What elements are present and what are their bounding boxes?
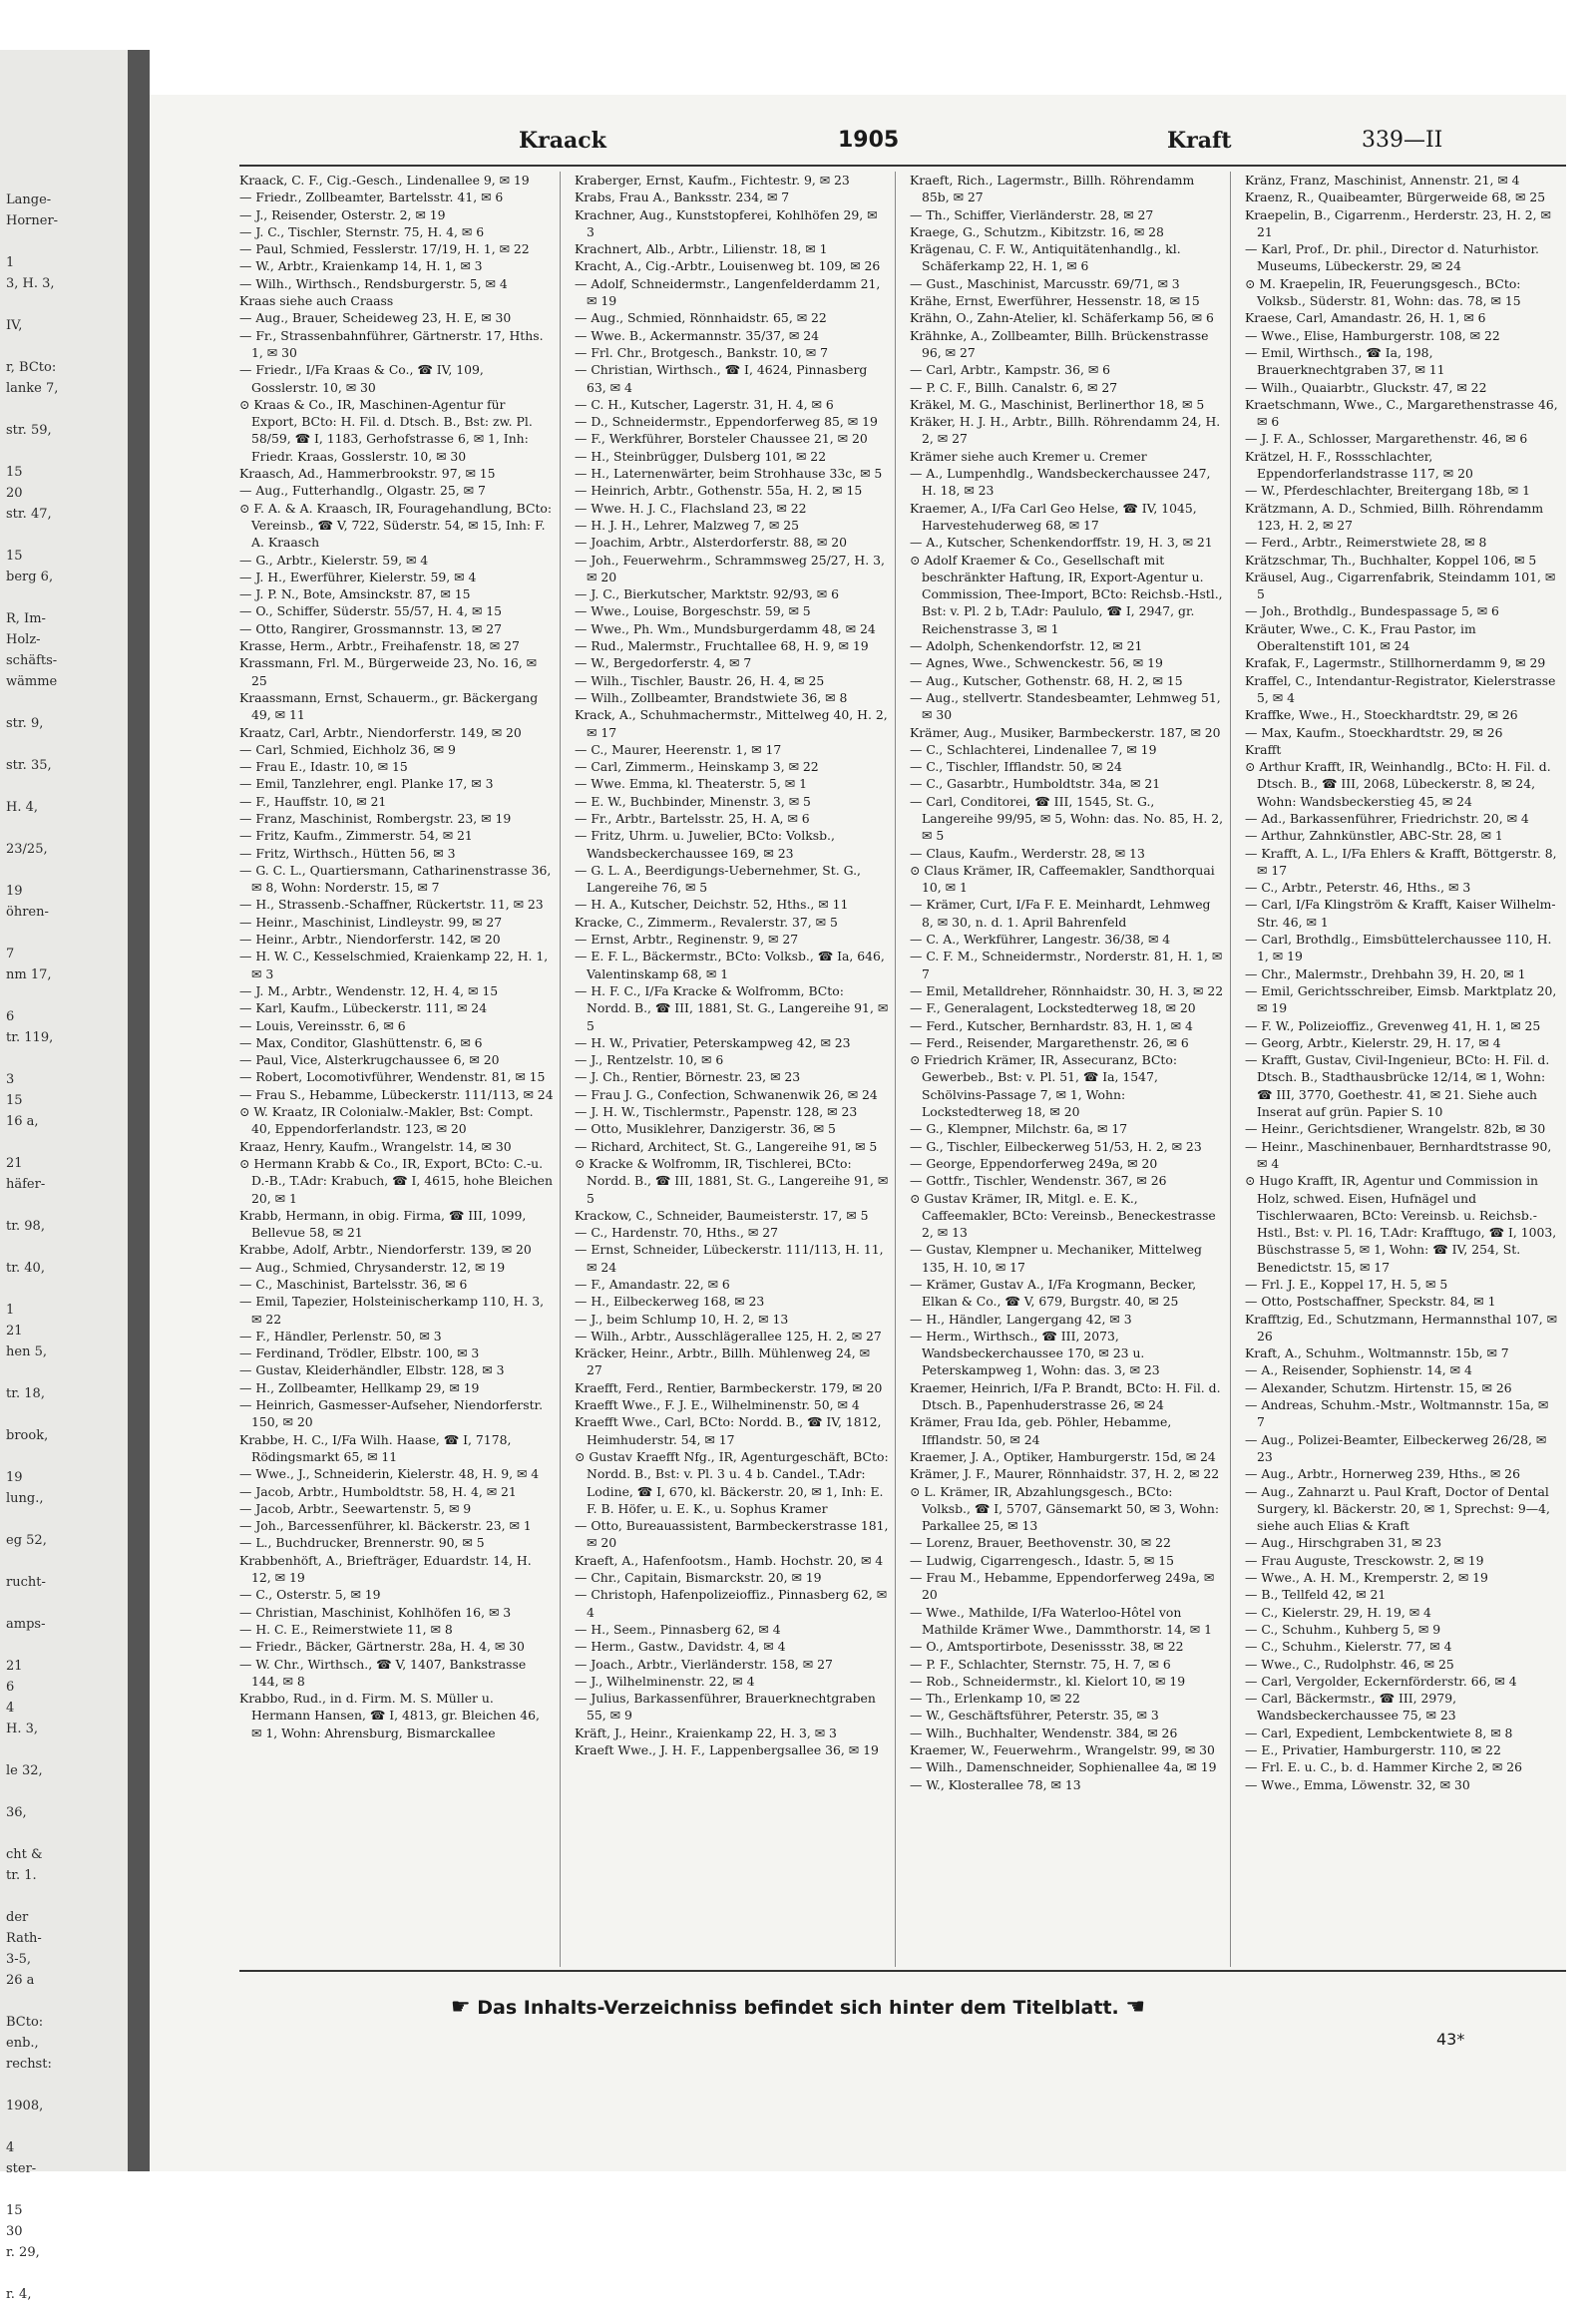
directory-entry: — Aug., Zahnarzt u. Paul Kraft, Doctor of Dental Surgery, kl. Bäckerstr. 20, ✉ 1, Sprechst: 9—4, siehe auch Elias & Kraft	[1245, 1483, 1550, 1534]
directory-entry: Kraemer, Heinrich, I/Fa P. Brandt, BCto: H. Fil. d. Dtsch. B., Papenhuderstrasse 26, ✉ 24	[910, 1379, 1221, 1413]
directory-entry: ⊙ F. A. & A. Kraasch, IR, Fouragehandlung, BCto: Vereinsb., ☎ V, 722, Süderstr. 54, ✉ 15, Inh: F. A. Kraasch	[239, 500, 553, 551]
directory-entry: — Carl, Vergolder, Eckernförderstr. 66, ✉ 4	[1245, 1673, 1517, 1689]
directory-entry: Kraemer, J. A., Optiker, Hamburgerstr. 15d, ✉ 24	[910, 1448, 1216, 1464]
directory-entry: — J. H. W., Tischlermstr., Papenstr. 128, ✉ 23	[575, 1104, 858, 1120]
directory-entry: — Wilh., Damenschneider, Sophienallee 4a, ✉ 19	[910, 1759, 1217, 1775]
directory-entry: — W., Klosterallee 78, ✉ 13	[910, 1776, 1081, 1792]
directory-entry: — Krämer, Curt, I/Fa F. E. Meinhardt, Lehmweg 8, ✉ 30, n. d. 1. April Bahrenfeld	[910, 897, 1211, 930]
directory-entry: — W., Geschäftsführer, Peterstr. 35, ✉ 3	[910, 1708, 1159, 1724]
directory-entry: — E. W., Buchbinder, Minenstr. 3, ✉ 5	[575, 793, 811, 809]
directory-entry: — Adolf, Schneidermstr., Langenfelderdamm 21, ✉ 19	[575, 275, 881, 309]
directory-entry: — Frl. Chr., Brotgesch., Bankstr. 10, ✉ 7	[575, 344, 828, 360]
directory-entry: — Carl, Bäckermstr., ☎ III, 2979, Wandsbeckerchaussee 75, ✉ 23	[1245, 1691, 1457, 1724]
directory-entry: Krackow, C., Schneider, Baumeisterstr. 17, ✉ 5	[575, 1207, 869, 1223]
directory-entry: — C., Osterstr. 5, ✉ 19	[239, 1587, 381, 1603]
directory-entry: — H., Steinbrügger, Dulsberg 101, ✉ 22	[575, 448, 827, 464]
directory-entry: — C., Maurer, Heerenstr. 1, ✉ 17	[575, 741, 782, 757]
directory-entry: — Arthur, Zahnkünstler, ABC-Str. 28, ✉ 1	[1245, 828, 1503, 844]
directory-entry: Krämer, Aug., Musiker, Barmbeckerstr. 187, ✉ 20	[910, 724, 1221, 740]
directory-entry: — H. C. E., Reimerstwiete 11, ✉ 8	[239, 1621, 453, 1637]
directory-entry: Kränz, Franz, Maschinist, Annenstr. 21, ✉ 4	[1245, 173, 1520, 188]
printer-signature: 43*	[1436, 2030, 1465, 2049]
directory-entry: — Alexander, Schutzm. Hirtenstr. 15, ✉ 26	[1245, 1379, 1512, 1395]
directory-entry: — C., Schuhm., Kuhberg 5, ✉ 9	[1245, 1621, 1441, 1637]
directory-entry: — Louis, Vereinsstr. 6, ✉ 6	[239, 1017, 406, 1033]
directory-entry: — Joachim, Arbtr., Alsterdorferstr. 88, ✉ 20	[575, 535, 847, 551]
directory-entry: — C., Kielerstr. 29, H. 19, ✉ 4	[1245, 1604, 1431, 1620]
header-year: 1905	[838, 128, 900, 153]
directory-entry: — O., Schiffer, Süderstr. 55/57, H. 4, ✉ 15	[239, 603, 503, 619]
directory-entry: — Rob., Schneidermstr., kl. Kielort 10, ✉ 19	[910, 1673, 1186, 1689]
directory-entry: — Frau Auguste, Tresckowstr. 2, ✉ 19	[1245, 1552, 1484, 1568]
directory-entry: — Aug., Brauer, Scheideweg 23, H. E, ✉ 30	[239, 310, 512, 326]
directory-entry: — Th., Schiffer, Vierländerstr. 28, ✉ 27	[910, 206, 1154, 222]
directory-entry: — Carl, Brothdlg., Eimsbüttelerchaussee 110, H. 1, ✉ 19	[1245, 932, 1552, 964]
directory-entry: — Wwe., Mathilde, I/Fa Waterloo-Hôtel von Mathilde Krämer Wwe., Dammthorstr. 14, ✉ 1	[910, 1604, 1212, 1637]
directory-entry: — Joh., Brothdlg., Bundespassage 5, ✉ 6	[1245, 603, 1499, 619]
directory-entry: — Heinr., Maschinenbauer, Bernhardtstrasse 90, ✉ 4	[1245, 1138, 1552, 1171]
directory-entry: — Aug., Polizei-Beamter, Eilbeckerweg 26/28, ✉ 23	[1245, 1431, 1547, 1464]
directory-entry: ⊙ M. Kraepelin, IR, Feuerungsgesch., BCto: Volksb., Süderstr. 81, Wohn: das. 78, ✉ 15	[1245, 275, 1521, 309]
directory-entry: — F., Amandastr. 22, ✉ 6	[575, 1277, 730, 1292]
directory-entry: — O., Amtsportirbote, Desenissstr. 38, ✉ 22	[910, 1639, 1184, 1655]
header-rule	[239, 165, 1566, 167]
directory-entry: Kraft, A., Schuhm., Woltmannstr. 15b, ✉ 7	[1245, 1345, 1509, 1361]
directory-entry: — Herm., Gastw., Davidstr. 4, ✉ 4	[575, 1639, 786, 1655]
directory-entry: — Ferd., Reisender, Margarethenstr. 26, ✉ 6	[910, 1034, 1189, 1050]
directory-entry: Kräcker, Heinr., Arbtr., Billh. Mühlenweg 24, ✉ 27	[575, 1345, 871, 1378]
left-margin-fragments: Lange- Horner- 1 3, H. 3, IV, r, BCto: lanke 7, str. 59, 15 20 str. 47, 15 berg 6, R, Im- Holz- schäfts- wämme str. 9, str. 35, H. 4, 23/25, 19 öhren- 7 nm 17, 6 tr. 119, 3 15 16 a, 21 häfer- tr. 98, tr. 40, 1 21 hen 5, tr. 18, brook, 19 lung., eg 52, rucht- amps- 21 6 4 H. 3, le 32, 36, cht & tr. 1. der Rath- 3-5, 26 a BCto: enb., rechst: 1908, 4 ster- 15 30 r. 29, r. 4,	[6, 192, 59, 2302]
directory-entry: — C., Maschinist, Bartelsstr. 36, ✉ 6	[239, 1277, 468, 1292]
directory-entry: ⊙ Adolf Kraemer & Co., Gesellschaft mit beschränkter Haftung, IR, Export-Agentur u. Commission, Thee-Import, BCto: Reichsb.-Hstl., Bst: v. Pl. 2 b, T.Adr: Paululo, ☎ I, 2947, gr. Reichenstrasse 3, ✉ 1	[910, 552, 1223, 636]
directory-entry: — Joh., Barcessenführer, kl. Bäckerstr. 23, ✉ 1	[239, 1518, 532, 1534]
directory-entry: — F. W., Polizeioffiz., Grevenweg 41, H. 1, ✉ 25	[1245, 1017, 1541, 1033]
directory-entry: — Krafft, Gustav, Civil-Ingenieur, BCto: H. Fil. d. Dtsch. B., Stadthausbrücke 12/14, ✉ 1, Wohn: ☎ III, 3770, Goethestr. 41, ✉ 21. Siehe auch Inserat auf grün. Papier S. 10	[1245, 1052, 1550, 1120]
directory-entry: — F., Hauffstr. 10, ✉ 21	[239, 793, 387, 809]
directory-entry: ⊙ Gustav Kraefft Nfg., IR, Agenturgeschäft, BCto: Nordd. B., Bst: v. Pl. 3 u. 4 b. Candel., T.Adr: Lodine, ☎ I, 670, kl. Bäckerstr. 20, ✉ 1, Inh: E. F. B. Höfer, u. E. K., u. Sophus Kramer	[575, 1448, 889, 1516]
directory-entry: — G., Tischler, Eilbeckerweg 51/53, H. 2, ✉ 23	[910, 1138, 1202, 1154]
directory-entry: — Frl. J. E., Koppel 17, H. 5, ✉ 5	[1245, 1277, 1448, 1292]
directory-entry: — Franz, Maschinist, Rombergstr. 23, ✉ 19	[239, 810, 512, 826]
directory-entry: Kraemer, A., I/Fa Carl Geo Helse, ☎ IV, 1045, Harvestehuderweg 68, ✉ 17	[910, 500, 1197, 533]
directory-entry: ⊙ Friedrich Krämer, IR, Assecuranz, BCto: Gewerbeb., Bst: v. Pl. 51, ☎ Ia, 1547, Schölvins-Passage 7, ✉ 1, Wohn: Lockstedterweg 18, ✉ 20	[910, 1052, 1178, 1120]
directory-entry: Kraeft, A., Hafenfootsm., Hamb. Hochstr. 20, ✉ 4	[575, 1552, 884, 1568]
directory-entry: Kräft, J., Heinr., Kraienkamp 22, H. 3, ✉ 3	[575, 1725, 837, 1740]
directory-entry: Krähe, Ernst, Ewerführer, Hessenstr. 18, ✉ 15	[910, 293, 1200, 309]
directory-entry: ⊙ L. Krämer, IR, Abzahlungsgesch., BCto: Volksb., ☎ I, 5707, Gänsemarkt 50, ✉ 3, Wohn: Parkallee 25, ✉ 13	[910, 1483, 1220, 1534]
directory-column-2	[575, 172, 896, 1967]
directory-entry: — E., Privatier, Hamburgerstr. 110, ✉ 22	[1245, 1742, 1501, 1758]
directory-entry: — J. H., Ewerführer, Kielerstr. 59, ✉ 4	[239, 569, 477, 584]
directory-entry: — Aug., Arbtr., Hornerweg 239, Hths., ✉ 26	[1245, 1466, 1520, 1482]
directory-entry: Krätzschmar, Th., Buchhalter, Koppel 106, ✉ 5	[1245, 552, 1537, 568]
directory-entry: — Heinrich, Gasmesser-Aufseher, Niendorferstr. 150, ✉ 20	[239, 1397, 544, 1430]
directory-entry: — Th., Erlenkamp 10, ✉ 22	[910, 1691, 1080, 1707]
directory-entry: — J. Ch., Rentier, Börnestr. 23, ✉ 23	[575, 1069, 801, 1085]
directory-entry: — Wwe., A. H. M., Kremperstr. 2, ✉ 19	[1245, 1570, 1488, 1586]
directory-entry: — Herm., Wirthsch., ☎ III, 2073, Wandsbeckerchaussee 170, ✉ 23 u. Peterskampweg 1, Wohn: das. 3, ✉ 23	[910, 1328, 1160, 1378]
directory-entry: — Christian, Maschinist, Kohlhöfen 16, ✉ 3	[239, 1604, 512, 1620]
directory-entry: — Joh., Feuerwehrm., Schrammsweg 25/27, H. 3, ✉ 20	[575, 552, 885, 584]
directory-entry: — H. W. C., Kesselschmied, Kraienkamp 22, H. 1, ✉ 3	[239, 949, 549, 981]
directory-entry: — Gustav, Klempner u. Mechaniker, Mittelweg 135, H. 10, ✉ 17	[910, 1242, 1202, 1275]
directory-entry: ⊙ W. Kraatz, IR Colonialw.-Makler, Bst: Compt. 40, Eppendorferlandstr. 123, ✉ 20	[239, 1104, 534, 1137]
directory-entry: — Heinr., Maschinist, Lindleystr. 99, ✉ 27	[239, 914, 503, 930]
directory-entry: — Wilh., Arbtr., Ausschlägerallee 125, H. 2, ✉ 27	[575, 1328, 882, 1344]
directory-entry: — Julius, Barkassenführer, Brauerknechtgraben 55, ✉ 9	[575, 1691, 876, 1724]
directory-entry: Kraege, G., Schutzm., Kibitzstr. 16, ✉ 28	[910, 223, 1164, 239]
directory-entry: — Otto, Bureauassistent, Barmbeckerstrasse 181, ✉ 20	[575, 1518, 889, 1551]
directory-entry: — Wilh., Quaiarbtr., Gluckstr. 47, ✉ 22	[1245, 379, 1487, 395]
directory-entry: Krabs, Frau A., Banksstr. 234, ✉ 7	[575, 190, 790, 205]
directory-entry: — Paul, Schmied, Fesslerstr. 17/19, H. 1, ✉ 22	[239, 241, 530, 257]
directory-entry: — Frau J. G., Confection, Schwanenwik 26, ✉ 24	[575, 1086, 878, 1102]
directory-entry: — Georg, Arbtr., Kielerstr. 29, H. 17, ✉ 4	[1245, 1034, 1501, 1050]
directory-entry: — W., Pferdeschlachter, Breitergang 18b, ✉ 1	[1245, 483, 1530, 499]
directory-entry: — Heinrich, Arbtr., Gothenstr. 55a, H. 2, ✉ 15	[575, 483, 863, 499]
directory-entry: Krabbe, H. C., I/Fa Wilh. Haase, ☎ I, 7178, Rödingsmarkt 65, ✉ 11	[239, 1431, 512, 1464]
directory-entry: — J., Rentzelstr. 10, ✉ 6	[575, 1052, 724, 1068]
directory-entry: — H., Seem., Pinnasberg 62, ✉ 4	[575, 1621, 781, 1637]
directory-entry: Kraeft, Rich., Lagermstr., Billh. Röhrendamm 85b, ✉ 27	[910, 173, 1195, 205]
directory-entry: — G., Klempner, Milchstr. 6a, ✉ 17	[910, 1121, 1128, 1137]
directory-entry: Krabb, Hermann, in obig. Firma, ☎ III, 1099, Bellevue 58, ✉ 21	[239, 1207, 527, 1241]
directory-entry: — C. F. M., Schneidermstr., Norderstr. 81, H. 1, ✉ 7	[910, 949, 1223, 981]
directory-entry: ⊙ Arthur Krafft, IR, Weinhandlg., BCto: H. Fil. d. Dtsch. B., ☎ III, 2068, Lübeckerstr. 8, ✉ 24, Wohn: Wandsbeckerstieg 45, ✉ 24	[1245, 759, 1551, 809]
directory-entry: ⊙ Claus Krämer, IR, Caffeemakler, Sandthorquai 10, ✉ 1	[910, 862, 1215, 896]
directory-entry: — Agnes, Wwe., Schwenckestr. 56, ✉ 19	[910, 655, 1163, 671]
directory-entry: — J., Wilhelminenstr. 22, ✉ 4	[575, 1673, 755, 1689]
directory-entry: — L., Buchdrucker, Brennerstr. 90, ✉ 5	[239, 1535, 485, 1551]
directory-entry: — Ludwig, Cigarrengesch., Idastr. 5, ✉ 15	[910, 1552, 1174, 1568]
directory-column-4	[1245, 172, 1566, 1967]
directory-entry: Krämer, J. F., Maurer, Rönnhaidstr. 37, H. 2, ✉ 22	[910, 1466, 1220, 1482]
directory-entry: — Ernst, Arbtr., Reginenstr. 9, ✉ 27	[575, 932, 799, 948]
directory-entry: Kraaz, Henry, Kaufm., Wrangelstr. 14, ✉ 30	[239, 1138, 512, 1154]
directory-entry: — Carl, I/Fa Klingström & Krafft, Kaiser Wilhelm-Str. 46, ✉ 1	[1245, 897, 1556, 930]
directory-entry: — Ad., Barkassenführer, Friedrichstr. 20, ✉ 4	[1245, 810, 1529, 826]
directory-entry: — Emil, Gerichtsschreiber, Eimsb. Marktplatz 20, ✉ 19	[1245, 982, 1557, 1016]
directory-entry: — H. F. C., I/Fa Kracke & Wolfromm, BCto: Nordd. B., ☎ III, 1881, St. G., Langereihe 91, ✉ 5	[575, 982, 889, 1033]
directory-entry: — Otto, Rangirer, Grossmannstr. 13, ✉ 27	[239, 620, 502, 636]
directory-entry: — Frau S., Hebamme, Lübeckerstr. 111/113, ✉ 24	[239, 1086, 554, 1102]
directory-entry: Kraepelin, B., Cigarrenm., Herderstr. 23, H. 2, ✉ 21	[1245, 206, 1551, 239]
directory-entry: — Frau M., Hebamme, Eppendorferweg 249a, ✉ 20	[910, 1570, 1215, 1603]
directory-entry: — Carl, Zimmerm., Heinskamp 3, ✉ 22	[575, 759, 819, 775]
directory-entry: Krafft	[1245, 741, 1282, 757]
directory-entry: — Aug., Schmied, Rönnhaidstr. 65, ✉ 22	[575, 310, 827, 326]
directory-entry: — Christian, Wirthsch., ☎ I, 4624, Pinnasberg 63, ✉ 4	[575, 362, 868, 395]
directory-entry: — B., Tellfeld 42, ✉ 21	[1245, 1587, 1387, 1603]
pointing-hand-left-icon: ☛	[450, 1995, 471, 2020]
directory-entry: Kräusel, Aug., Cigarrenfabrik, Steindamm 101, ✉ 5	[1245, 569, 1556, 602]
directory-entry: — J., beim Schlump 10, H. 2, ✉ 13	[575, 1311, 789, 1327]
directory-entry: — Ferd., Arbtr., Reimerstwiete 28, ✉ 8	[1245, 535, 1487, 551]
directory-entry: — C. H., Kutscher, Lagerstr. 31, H. 4, ✉ 6	[575, 396, 834, 412]
directory-entry: Kraenz, R., Quaibeamter, Bürgerweide 68, ✉ 25	[1245, 190, 1546, 205]
directory-entry: — Richard, Architect, St. G., Langereihe 91, ✉ 5	[575, 1138, 878, 1154]
directory-entry: — Aug., Hirschgraben 31, ✉ 23	[1245, 1535, 1442, 1551]
directory-entry: — Wwe., Ph. Wm., Mundsburgerdamm 48, ✉ 24	[575, 620, 876, 636]
directory-columns	[239, 172, 1566, 1967]
directory-entry: — J. C., Tischler, Sternstr. 75, H. 4, ✉ 6	[239, 223, 485, 239]
directory-entry: — Fritz, Kaufm., Zimmerstr. 54, ✉ 21	[239, 828, 473, 844]
directory-entry: — Wwe., J., Schneiderin, Kielerstr. 48, H. 9, ✉ 4	[239, 1466, 540, 1482]
directory-entry: — Chr., Malermstr., Drehbahn 39, H. 20, ✉ 1	[1245, 965, 1526, 981]
directory-entry: — Emil, Tapezier, Holsteinischerkamp 110, H. 3, ✉ 22	[239, 1294, 545, 1327]
directory-entry: — A., Reisender, Sophienstr. 14, ✉ 4	[1245, 1362, 1472, 1378]
directory-entry: — Friedr., Bäcker, Gärtnerstr. 28a, H. 4, ✉ 30	[239, 1639, 525, 1655]
directory-entry: — H. W., Privatier, Peterskampweg 42, ✉ 23	[575, 1034, 851, 1050]
directory-entry: ⊙ Hermann Krabb & Co., IR, Export, BCto: C.-u. D.-B., T.Adr: Krabuch, ☎ I, 4615, hohe Bleichen 20, ✉ 1	[239, 1155, 553, 1206]
directory-entry: — Robert, Locomotivführer, Wendenstr. 81, ✉ 15	[239, 1069, 546, 1085]
directory-entry: — Wilh., Wirthsch., Rendsburgerstr. 5, ✉ 4	[239, 275, 508, 291]
directory-entry: Krack, A., Schuhmachermstr., Mittelweg 40, H. 2, ✉ 17	[575, 707, 888, 740]
directory-entry: — Aug., stellvertr. Standesbeamter, Lehmweg 51, ✉ 30	[910, 689, 1221, 723]
directory-entry: — Wilh., Buchhalter, Wendenstr. 384, ✉ 26	[910, 1725, 1178, 1740]
directory-entry: — Emil, Metalldreher, Rönnhaidstr. 30, H. 3, ✉ 22	[910, 982, 1224, 998]
directory-entry: Krätzel, H. F., Rossschlachter, Eppendorferlandstrasse 117, ✉ 20	[1245, 448, 1473, 482]
directory-entry: Krabbe, Adolf, Arbtr., Niendorferstr. 139, ✉ 20	[239, 1242, 532, 1258]
header-keyword-left: Kraack	[519, 128, 606, 154]
directory-entry: — Heinr., Arbtr., Niendorferstr. 142, ✉ 20	[239, 932, 501, 948]
directory-entry: — Emil, Tanzlehrer, engl. Planke 17, ✉ 3	[239, 776, 494, 792]
directory-entry: — F., Händler, Perlenstr. 50, ✉ 3	[239, 1328, 442, 1344]
directory-entry: Kraffke, Wwe., H., Stoeckhardtstr. 29, ✉ 26	[1245, 707, 1518, 723]
directory-entry: — G. C. L., Quartiersmann, Catharinenstrasse 36, ✉ 8, Wohn: Norderstr. 15, ✉ 7	[239, 862, 552, 896]
directory-entry: Krämer, Frau Ida, geb. Pöhler, Hebamme, Ifflandstr. 50, ✉ 24	[910, 1414, 1172, 1447]
directory-entry: — Otto, Musiklehrer, Danzigerstr. 36, ✉ 5	[575, 1121, 836, 1137]
directory-entry: Kraetschmann, Wwe., C., Margarethenstrasse 46, ✉ 6	[1245, 396, 1558, 430]
book-binding	[128, 50, 150, 2171]
directory-entry: — W., Arbtr., Kraienkamp 14, H. 1, ✉ 3	[239, 258, 483, 274]
directory-entry: — Fritz, Wirthsch., Hütten 56, ✉ 3	[239, 845, 456, 861]
directory-entry: Kraefft, Ferd., Rentier, Barmbeckerstr. 179, ✉ 20	[575, 1379, 883, 1395]
directory-entry: Krabbo, Rud., in d. Firm. M. S. Müller u. Hermann Hansen, ☎ I, 4813, gr. Bleichen 46, ✉ 1, Wohn: Ahrensburg, Bismarckallee	[239, 1691, 540, 1740]
directory-entry: — Claus, Kaufm., Werderstr. 28, ✉ 13	[910, 845, 1145, 861]
directory-entry: ⊙ Kracke & Wolfromm, IR, Tischlerei, BCto: Nordd. B., ☎ III, 1881, St. G., Langereihe 91, ✉ 5	[575, 1155, 889, 1206]
directory-column-3	[910, 172, 1231, 1967]
directory-entry: — Joach., Arbtr., Vierländerstr. 158, ✉ 27	[575, 1656, 833, 1672]
directory-entry: — Carl, Schmied, Eichholz 36, ✉ 9	[239, 741, 456, 757]
directory-entry: — H. J. H., Lehrer, Malzweg 7, ✉ 25	[575, 517, 799, 533]
directory-entry: — W. Chr., Wirthsch., ☎ V, 1407, Bankstrasse 144, ✉ 8	[239, 1656, 527, 1689]
directory-entry: — Fr., Strassenbahnführer, Gärtnerstr. 17, Hths. 1, ✉ 30	[239, 327, 544, 360]
directory-entry: — Lorenz, Brauer, Beethovenstr. 30, ✉ 22	[910, 1535, 1171, 1551]
directory-entry: — Wwe. H. J. C., Flachsland 23, ✉ 22	[575, 500, 807, 516]
directory-entry: Kraefft Wwe., F. J. E., Wilhelminenstr. 50, ✉ 4	[575, 1397, 860, 1413]
directory-entry: Kraemer, W., Feuerwehrm., Wrangelstr. 99, ✉ 30	[910, 1742, 1215, 1758]
directory-entry: Krabbenhöft, A., Briefträger, Eduardstr. 14, H. 12, ✉ 19	[239, 1552, 532, 1586]
directory-entry: — H., Zollbeamter, Hellkamp 29, ✉ 19	[239, 1379, 480, 1395]
directory-entry: — C., Gasarbtr., Humboldtstr. 34a, ✉ 21	[910, 776, 1161, 792]
directory-entry: Kraatz, Carl, Arbtr., Niendorferstr. 149, ✉ 20	[239, 724, 522, 740]
directory-entry: — D., Schneidermstr., Eppendorferweg 85, ✉ 19	[575, 414, 878, 430]
directory-column-1	[239, 172, 561, 1967]
directory-entry: — H., Strassenb.-Schaffner, Rückertstr. 11, ✉ 23	[239, 897, 544, 913]
footer-notice-text: Das Inhalts-Verzeichniss befindet sich hinter dem Titelblatt.	[477, 1997, 1119, 2019]
directory-entry: Krassmann, Frl. M., Bürgerweide 23, No. 16, ✉ 25	[239, 655, 538, 688]
directory-entry: — Wwe., C., Rudolphstr. 46, ✉ 25	[1245, 1656, 1454, 1672]
directory-entry: — Wilh., Zollbeamter, Brandstwiete 36, ✉ 8	[575, 689, 848, 705]
directory-entry: — Ferd., Kutscher, Bernhardstr. 83, H. 1, ✉ 4	[910, 1017, 1193, 1033]
directory-entry: — Frl. E. u. C., b. d. Hammer Kirche 2, ✉ 26	[1245, 1759, 1523, 1775]
directory-entry: Kraas siehe auch Craass	[239, 293, 394, 309]
directory-entry: — Krämer, Gustav A., I/Fa Krogmann, Becker, Elkan & Co., ☎ V, 679, Burgstr. 40, ✉ 25	[910, 1277, 1197, 1310]
directory-entry: — Ernst, Schneider, Lübeckerstr. 111/113, H. 11, ✉ 24	[575, 1242, 884, 1275]
header-page-number: 339—II	[1362, 128, 1443, 153]
directory-entry: — J. P. N., Bote, Amsinckstr. 87, ✉ 15	[239, 586, 471, 602]
directory-entry: Kraack, C. F., Cig.-Gesch., Lindenallee 9, ✉ 19	[239, 173, 530, 188]
pointing-hand-right-icon: ☚	[1125, 1995, 1146, 2020]
directory-entry: ⊙ Kraas & Co., IR, Maschinen-Agentur für Export, BCto: H. Fil. d. Dtsch. B., Bst: zw. Pl. 58/59, ☎ I, 1183, Gerhofstrasse 6, ✉ 1, Inh: Friedr. Kraas, Gosslerstr. 10, ✉ 30	[239, 396, 533, 464]
directory-entry: — C. A., Werkführer, Langestr. 36/38, ✉ 4	[910, 932, 1171, 948]
directory-entry: Kräkel, M. G., Maschinist, Berlinerthor 18, ✉ 5	[910, 396, 1205, 412]
directory-entry: Krähnke, A., Zollbeamter, Billh. Brückenstrasse 96, ✉ 27	[910, 327, 1209, 360]
directory-entry: — Frau E., Idastr. 10, ✉ 15	[239, 759, 408, 775]
directory-entry: Kräuter, Wwe., C. K., Frau Pastor, im Oberaltenstift 101, ✉ 24	[1245, 620, 1476, 654]
directory-entry: — Chr., Capitain, Bismarckstr. 20, ✉ 19	[575, 1570, 822, 1586]
directory-entry: — Wilh., Tischler, Baustr. 26, H. 4, ✉ 25	[575, 672, 825, 688]
directory-entry: ⊙ Gustav Krämer, IR, Mitgl. e. E. K., Caffeemakler, BCto: Vereinsb., Beneckestrasse 2, ✉ 13	[910, 1190, 1216, 1241]
directory-entry: — Jacob, Arbtr., Humboldtstr. 58, H. 4, ✉ 21	[239, 1483, 517, 1499]
directory-entry: Krachnert, Alb., Arbtr., Lilienstr. 18, ✉ 1	[575, 241, 828, 257]
directory-entry: — Carl, Expedient, Lembckentwiete 8, ✉ 8	[1245, 1725, 1513, 1740]
directory-entry: Krähn, O., Zahn-Atelier, kl. Schäferkamp 56, ✉ 6	[910, 310, 1214, 326]
directory-entry: Krasse, Herm., Arbtr., Freihafenstr. 18, ✉ 27	[239, 638, 520, 654]
directory-entry: Kraassmann, Ernst, Schauerm., gr. Bäckergang 49, ✉ 11	[239, 689, 539, 723]
directory-entry: Krafftzig, Ed., Schutzmann, Hermannsthal 107, ✉ 26	[1245, 1311, 1557, 1344]
directory-entry: — J. F. A., Schlosser, Margarethenstr. 46, ✉ 6	[1245, 431, 1528, 447]
directory-entry: — C., Tischler, Ifflandstr. 50, ✉ 24	[910, 759, 1122, 775]
directory-entry: — Christoph, Hafenpolizeioffiz., Pinnasberg 62, ✉ 4	[575, 1587, 888, 1620]
directory-entry: Krätzmann, A. D., Schmied, Billh. Röhrendamm 123, H. 2, ✉ 27	[1245, 500, 1544, 533]
directory-entry: Kräker, H. J. H., Arbtr., Billh. Röhrendamm 24, H. 2, ✉ 27	[910, 414, 1221, 447]
directory-entry: — H. A., Kutscher, Deichstr. 52, Hths., ✉ 11	[575, 897, 849, 913]
directory-entry: — Carl, Conditorei, ☎ III, 1545, St. G., Langereihe 99/95, ✉ 5, Wohn: das. No. 85, H. 2, ✉ 5	[910, 793, 1224, 844]
directory-entry: — Jacob, Arbtr., Seewartenstr. 5, ✉ 9	[239, 1500, 472, 1516]
directory-entry: — Fritz, Uhrm. u. Juwelier, BCto: Volksb., Wandsbeckerchaussee 169, ✉ 23	[575, 828, 835, 861]
directory-entry: Kraeft Wwe., J. H. F., Lappenbergsallee 36, ✉ 19	[575, 1742, 879, 1758]
directory-entry: — Max, Conditor, Glashüttenstr. 6, ✉ 6	[239, 1034, 483, 1050]
directory-entry: Kraefft Wwe., Carl, BCto: Nordd. B., ☎ IV, 1812, Heimhuderstr. 54, ✉ 17	[575, 1414, 882, 1447]
directory-entry: Kraffel, C., Intendantur-Registrator, Kielerstrasse 5, ✉ 4	[1245, 672, 1556, 705]
directory-entry: — Andreas, Schuhm.-Mstr., Woltmannstr. 15a, ✉ 7	[1245, 1397, 1549, 1430]
directory-entry: — Paul, Vice, Alsterkrugchaussee 6, ✉ 20	[239, 1052, 500, 1068]
directory-entry: Kraberger, Ernst, Kaufm., Fichtestr. 9, ✉ 23	[575, 173, 850, 188]
directory-entry: Krämer siehe auch Kremer u. Cremer	[910, 448, 1147, 464]
directory-entry: — Adolph, Schenkendorfstr. 12, ✉ 21	[910, 638, 1143, 654]
directory-entry: — C., Arbtr., Peterstr. 46, Hths., ✉ 3	[1245, 880, 1471, 896]
directory-entry: — P. C. F., Billh. Canalstr. 6, ✉ 27	[910, 379, 1118, 395]
directory-entry: — Aug., Futterhandlg., Olgastr. 25, ✉ 7	[239, 483, 486, 499]
directory-entry: — C., Schuhm., Kielerstr. 77, ✉ 4	[1245, 1639, 1452, 1655]
directory-entry: — Otto, Postschaffner, Speckstr. 84, ✉ 1	[1245, 1294, 1496, 1310]
directory-entry: Krachner, Aug., Kunststopferei, Kohlhöfen 29, ✉ 3	[575, 206, 878, 239]
directory-entry: — A., Kutscher, Schenkendorffstr. 19, H. 3, ✉ 21	[910, 535, 1213, 551]
directory-entry: — J. M., Arbtr., Wendenstr. 12, H. 4, ✉ 15	[239, 982, 499, 998]
directory-entry: Kracke, C., Zimmerm., Revalerstr. 37, ✉ 5	[575, 914, 838, 930]
directory-entry: Kraese, Carl, Amandastr. 26, H. 1, ✉ 6	[1245, 310, 1486, 326]
directory-entry: — Wwe., Emma, Löwenstr. 32, ✉ 30	[1245, 1776, 1470, 1792]
directory-entry: Krägenau, C. F. W., Antiquitätenhandlg., kl. Schäferkamp 22, H. 1, ✉ 6	[910, 241, 1181, 274]
directory-entry: — J. C., Bierkutscher, Marktstr. 92/93, ✉ 6	[575, 586, 839, 602]
left-page-edge	[0, 50, 135, 2302]
directory-entry: — Rud., Malermstr., Fruchtallee 68, H. 9, ✉ 19	[575, 638, 869, 654]
directory-entry: — P. F., Schlachter, Sternstr. 75, H. 7, ✉ 6	[910, 1656, 1171, 1672]
header-keyword-right: Kraft	[1167, 128, 1232, 154]
directory-entry: ⊙ Hugo Krafft, IR, Agentur und Commission in Holz, schwed. Eisen, Hufnägel und Tischlerwaaren, BCto: Vereinsb. u. Reichsb.-Hstl., Bst: v. Pl. 16, T.Adr: Krafftugo, ☎ I, 1003, Büschstrasse 5, ✉ 1, Wohn: ☎ IV, 254, St. Benedictstr. 15, ✉ 17	[1245, 1173, 1557, 1275]
directory-entry: Krafak, F., Lagermstr., Stillhornerdamm 9, ✉ 29	[1245, 655, 1546, 671]
directory-entry: — F., Generalagent, Lockstedterweg 18, ✉ 20	[910, 1000, 1196, 1016]
directory-entry: — Gustav, Kleiderhändler, Elbstr. 128, ✉ 3	[239, 1362, 505, 1378]
directory-entry: — H., Laternenwärter, beim Strohhause 33c, ✉ 5	[575, 466, 883, 482]
directory-entry: — Wwe., Elise, Hamburgerstr. 108, ✉ 22	[1245, 327, 1500, 343]
directory-entry: — F., Werkführer, Borsteler Chaussee 21, ✉ 20	[575, 431, 868, 447]
directory-entry: — Wwe. B., Ackermannstr. 35/37, ✉ 24	[575, 327, 819, 343]
directory-entry: — W., Bergedorferstr. 4, ✉ 7	[575, 655, 752, 671]
footer-rule	[239, 1970, 1566, 1972]
directory-entry: — Carl, Arbtr., Kampstr. 36, ✉ 6	[910, 362, 1111, 378]
directory-entry: — Gust., Maschinist, Marcusstr. 69/71, ✉ 3	[910, 275, 1180, 291]
directory-entry: — Aug., Schmied, Chrysanderstr. 12, ✉ 19	[239, 1259, 506, 1275]
directory-entry: — C., Schlachterei, Lindenallee 7, ✉ 19	[910, 741, 1157, 757]
directory-entry: — Gottfr., Tischler, Wendenstr. 367, ✉ 26	[910, 1173, 1167, 1189]
directory-entry: — E. F. L., Bäckermstr., BCto: Volksb., ☎ Ia, 646, Valentinskamp 68, ✉ 1	[575, 949, 885, 981]
directory-entry: — Wwe. Emma, kl. Theaterstr. 5, ✉ 1	[575, 776, 807, 792]
directory-entry: — J., Reisender, Osterstr. 2, ✉ 19	[239, 206, 446, 222]
directory-entry: — C., Hardenstr. 70, Hths., ✉ 27	[575, 1225, 778, 1241]
directory-entry: — H., Händler, Langergang 42, ✉ 3	[910, 1311, 1132, 1327]
directory-entry: — Ferdinand, Trödler, Elbstr. 100, ✉ 3	[239, 1345, 480, 1361]
directory-entry: — Emil, Wirthsch., ☎ Ia, 198, Brauerknechtgraben 37, ✉ 11	[1245, 344, 1445, 378]
directory-entry: — Max, Kaufm., Stoeckhardtstr. 29, ✉ 26	[1245, 724, 1503, 740]
directory-entry: — George, Eppendorferweg 249a, ✉ 20	[910, 1155, 1158, 1171]
directory-entry: — H., Eilbeckerweg 168, ✉ 23	[575, 1294, 765, 1310]
directory-entry: Kracht, A., Cig.-Arbtr., Louisenweg bt. 109, ✉ 26	[575, 258, 881, 274]
directory-entry: — Krafft, A. L., I/Fa Ehlers & Krafft, Böttgerstr. 8, ✉ 17	[1245, 845, 1557, 878]
directory-entry: — Karl, Prof., Dr. phil., Director d. Naturhistor. Museums, Lübeckerstr. 29, ✉ 24	[1245, 241, 1539, 274]
page-header	[239, 128, 1576, 162]
directory-entry: — Aug., Kutscher, Gothenstr. 68, H. 2, ✉ 15	[910, 672, 1183, 688]
footer-notice	[0, 1995, 1596, 2020]
directory-entry: — Wwe., Louise, Borgeschstr. 59, ✉ 5	[575, 603, 811, 619]
directory-entry: — Karl, Kaufm., Lübeckerstr. 111, ✉ 24	[239, 1000, 488, 1016]
directory-entry: — Friedr., I/Fa Kraas & Co., ☎ IV, 109, Gosslerstr. 10, ✉ 30	[239, 362, 484, 395]
directory-entry: — Fr., Arbtr., Bartelsstr. 25, H. A, ✉ 6	[575, 810, 810, 826]
directory-entry: — Friedr., Zollbeamter, Bartelsstr. 41, ✉ 6	[239, 190, 504, 205]
directory-entry: — G., Arbtr., Kielerstr. 59, ✉ 4	[239, 552, 429, 568]
directory-entry: — A., Lumpenhdlg., Wandsbeckerchaussee 247, H. 18, ✉ 23	[910, 466, 1211, 499]
directory-entry: — Heinr., Gerichtsdiener, Wrangelstr. 82b, ✉ 30	[1245, 1121, 1546, 1137]
directory-entry: — G. L. A., Beerdigungs-Uebernehmer, St. G., Langereihe 76, ✉ 5	[575, 862, 861, 896]
directory-entry: Kraasch, Ad., Hammerbrookstr. 97, ✉ 15	[239, 466, 496, 482]
